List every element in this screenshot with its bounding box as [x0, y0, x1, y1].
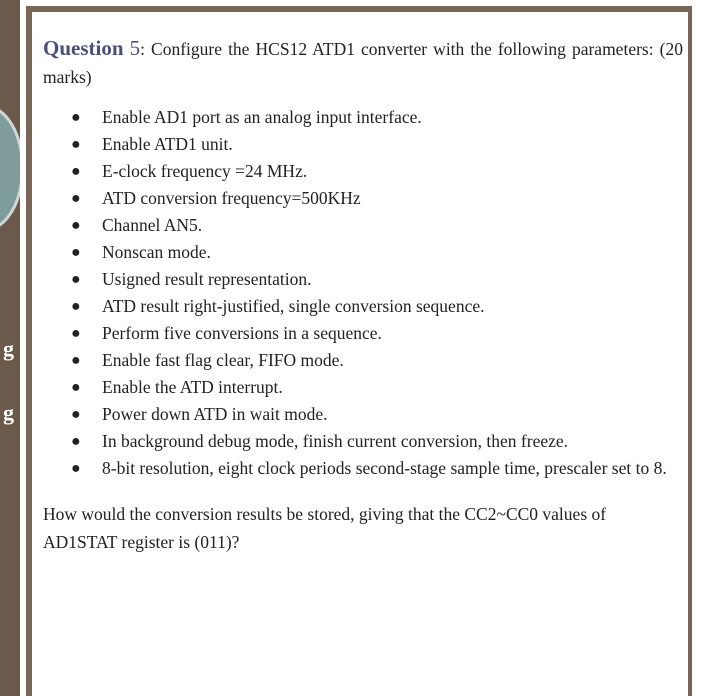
follow-up-question: How would the conversion results be stored, giving that the CC2~CC0 values of AD1STAT register is (011)?: [43, 504, 607, 552]
parameter-item: [43, 131, 683, 158]
bullet-icon: ●: [71, 406, 81, 423]
parameter-text: Nonscan mode.: [102, 242, 211, 262]
parameter-item: [43, 185, 683, 212]
parameter-text: Perform five conversions in a sequence.: [102, 323, 382, 343]
parameter-text: Usigned result representation.: [102, 269, 312, 289]
parameter-text: ATD conversion frequency=500KHz: [102, 188, 361, 208]
question-text: : Configure the HCS12 ATD1 converter with the following parameters: (20 marks): [43, 39, 683, 87]
bullet-icon: ●: [71, 325, 81, 342]
bullet-icon: ●: [71, 217, 81, 234]
bullet-icon: ●: [71, 460, 81, 477]
bullet-icon: ●: [71, 298, 81, 315]
left-background-strip: [0, 0, 20, 696]
parameter-text: Channel AN5.: [102, 215, 203, 235]
cropped-text-fragment: g: [3, 336, 14, 361]
parameter-item: [43, 320, 683, 347]
bullet-icon: ●: [71, 190, 81, 207]
parameter-text: Power down ATD in wait mode.: [102, 404, 328, 424]
bullet-icon: ●: [71, 379, 81, 396]
parameter-item: [43, 266, 683, 293]
parameter-item: [43, 212, 683, 239]
parameter-text: Enable the ATD interrupt.: [102, 377, 283, 397]
parameter-text: ATD result right-justified, single conversion sequence.: [102, 296, 485, 316]
question-label: Question: [43, 36, 124, 60]
bullet-icon: ●: [71, 136, 81, 153]
bullet-icon: ●: [71, 109, 81, 126]
parameter-item: [43, 104, 683, 131]
parameter-list: [43, 104, 683, 482]
question-content: [43, 34, 683, 556]
parameter-item: [43, 158, 683, 185]
parameter-item: [43, 293, 683, 320]
bullet-icon: ●: [71, 163, 81, 180]
parameter-text: 8-bit resolution, eight clock periods second-stage sample time, prescaler set to 8.: [102, 458, 667, 478]
parameter-item: [43, 347, 683, 374]
parameter-text: Enable fast flag clear, FIFO mode.: [102, 350, 344, 370]
parameter-item: [43, 401, 683, 428]
question-number: 5: [129, 36, 141, 60]
parameter-text: Enable ATD1 unit.: [102, 134, 233, 154]
bullet-icon: ●: [71, 244, 81, 261]
parameter-text: Enable AD1 port as an analog input interface.: [102, 107, 422, 127]
parameter-item: [43, 428, 683, 455]
parameter-item: [43, 455, 683, 482]
parameter-item: [43, 374, 683, 401]
circular-emblem-fragment: [0, 105, 20, 231]
cropped-text-fragment: g: [3, 400, 14, 425]
question-heading: [43, 34, 683, 91]
parameter-text: In background debug mode, finish current conversion, then freeze.: [102, 431, 569, 451]
parameter-text: E-clock frequency =24 MHz.: [102, 161, 308, 181]
bullet-icon: ●: [71, 352, 81, 369]
bullet-icon: ●: [71, 433, 81, 450]
bullet-icon: ●: [71, 271, 81, 288]
parameter-item: [43, 239, 683, 266]
